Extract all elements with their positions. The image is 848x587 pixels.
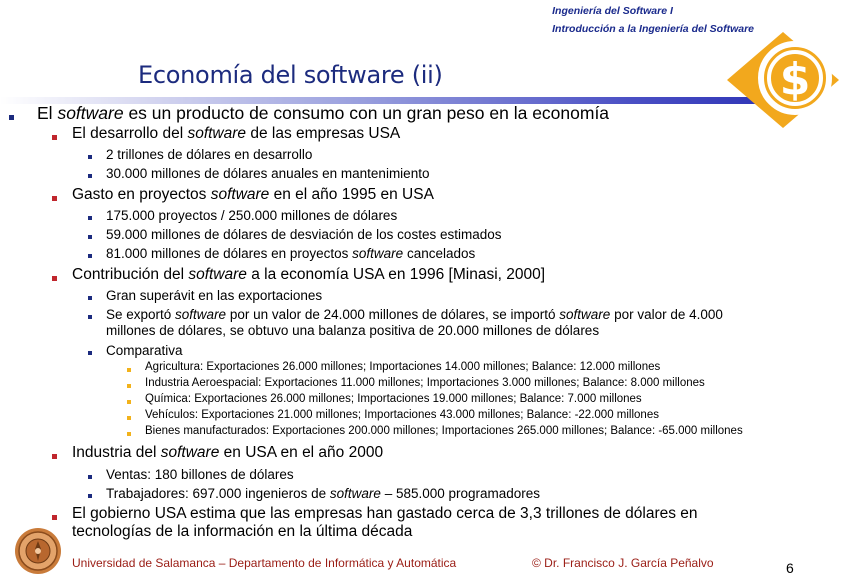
bullet-l3-item: 30.000 millones de dólares anuales en mantenimiento [106,166,430,181]
bullet-marker [88,174,92,178]
university-seal-icon [14,527,62,575]
bullet-l2-continuation: tecnologías de la información en la última década [72,523,413,540]
bullet-l2-industria: Industria del software en USA en el año 2000 [72,444,384,461]
bullet-marker [88,315,92,319]
bullet-marker [127,368,131,372]
dollar-logo-icon [727,28,839,128]
bullet-l2-contribucion: Contribución del software a la economía USA en 1996 [Minasi, 2000] [72,266,546,283]
bullet-marker [52,276,57,281]
bullet-l4-item: Industria Aeroespacial: Exportaciones 11.000 millones; Importaciones 3.000 millones; Balance: 8.000 millones [145,377,705,389]
bullet-marker [88,296,92,300]
bullet-l3-item: Ventas: 180 billones de dólares [106,467,294,482]
bullet-l2-gasto: Gasto en proyectos software en el año 1995 en USA [72,186,434,203]
bullet-marker [88,216,92,220]
course-subtitle: Introducción a la Ingeniería del Software [552,23,754,35]
bullet-l4-item: Vehículos: Exportaciones 21.000 millones; Importaciones 43.000 millones; Balance: -22.000 millones [145,409,659,421]
bullet-marker [88,155,92,159]
bullet-l3-item: 175.000 proyectos / 250.000 millones de dólares [106,208,398,223]
slide-header [552,2,754,38]
svg-text:$: $ [779,54,811,105]
footer-university: Universidad de Salamanca – Departamento de Informática y Automática [72,556,457,570]
bullet-marker [88,351,92,355]
bullet-marker [127,432,131,436]
course-name: Ingeniería del Software I [552,5,673,17]
bullet-marker [52,135,57,140]
slide-title: Economía del software (ii) [138,61,443,89]
bullet-marker [88,235,92,239]
bullet-marker [52,196,57,201]
bullet-l3-item: Se exportó software por un valor de 24.000 millones de dólares, se importó software por valor de 4.000 [106,307,723,322]
bullet-l4-item: Agricultura: Exportaciones 26.000 millones; Importaciones 14.000 millones; Balance: 12.000 millones [145,361,661,373]
bullet-l3-item: 2 trillones de dólares en desarrollo [106,147,313,162]
bullet-marker [127,416,131,420]
bullet-l4-item: Bienes manufacturados: Exportaciones 200.000 millones; Importaciones 265.000 millones; Balance: -65.000 millones [145,425,743,437]
bullet-l3-item: 81.000 millones de dólares en proyectos software cancelados [106,246,476,261]
bullet-marker [52,454,57,459]
bullet-marker [88,475,92,479]
bullet-marker [9,115,14,120]
footer-author: © Dr. Francisco J. García Peñalvo [532,556,714,570]
page-number: 6 [786,560,794,576]
bullet-marker [52,515,57,520]
bullet-l3-item: Gran superávit en las exportaciones [106,288,323,303]
bullet-l2-gobierno: El gobierno USA estima que las empresas han gastado cerca de 3,3 trillones de dólares en [72,505,698,522]
bullet-marker [127,400,131,404]
bullet-l4-item: Química: Exportaciones 26.000 millones; Importaciones 19.000 millones; Balance: 7.000 millones [145,393,642,405]
bullet-l3-item: Trabajadores: 697.000 ingenieros de software – 585.000 programadores [106,486,541,501]
bullet-l3-item: Comparativa [106,343,183,358]
bullet-l3-continuation: millones de dólares, se obtuvo una balanza positiva de 20.000 millones de dólares [106,323,600,338]
bullet-marker [88,494,92,498]
bullet-l2-desarrollo: El desarrollo del software de las empresas USA [72,125,401,142]
bullet-marker [127,384,131,388]
bullet-marker [88,254,92,258]
bullet-l1-software-consumo: El software es un producto de consumo con un gran peso en la economía [37,103,610,123]
bullet-l3-item: 59.000 millones de dólares de desviación de los costes estimados [106,227,502,242]
